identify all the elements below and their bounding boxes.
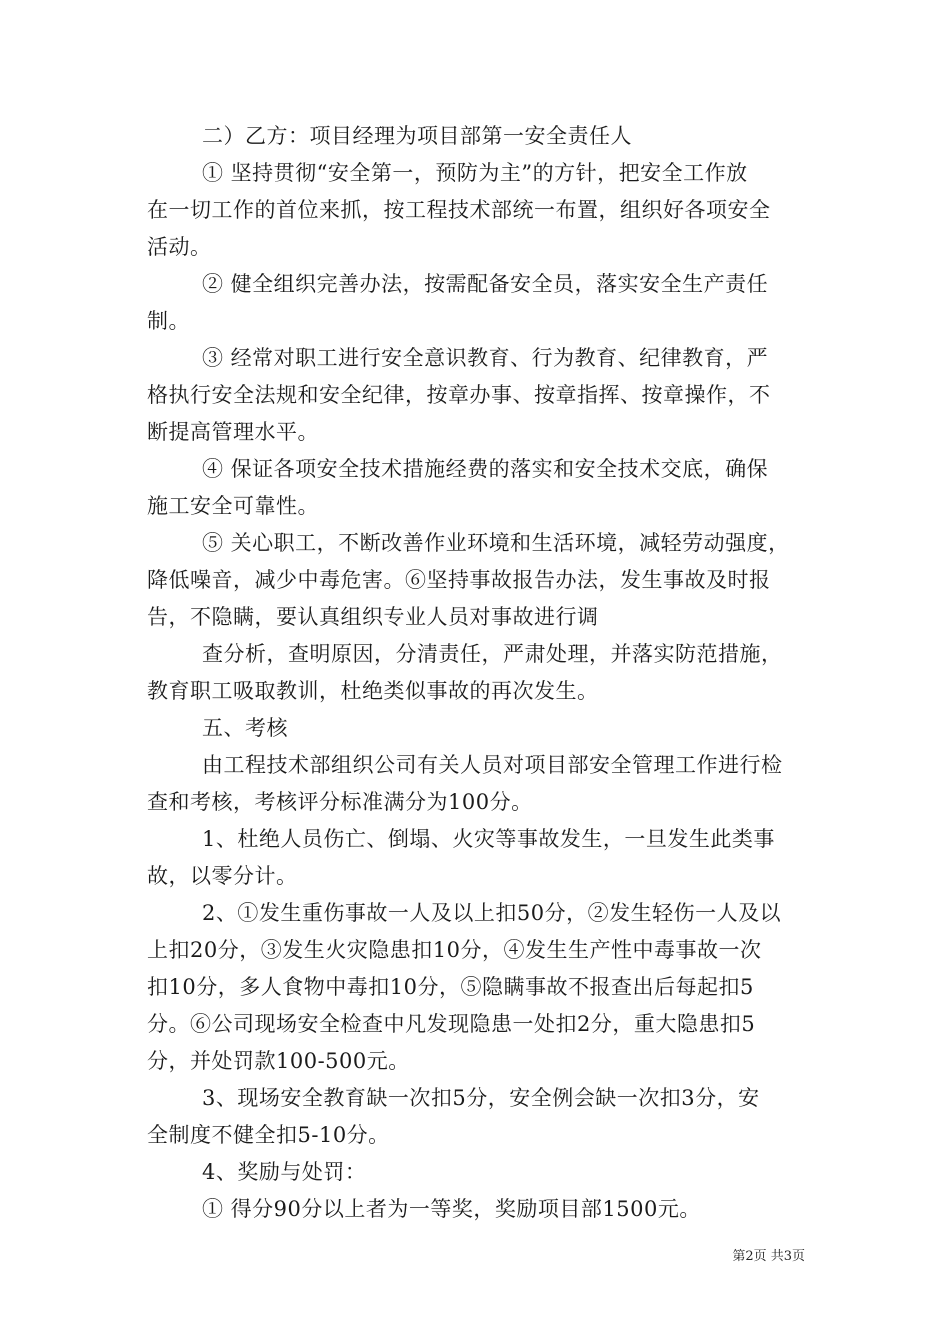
- text-line: ① 得分90分以上者为一等奖，奖励项目部1500元。: [202, 1197, 701, 1221]
- text-line: 分。⑥公司现场安全检查中凡发现隐患一处扣2分，重大隐患扣5: [147, 1012, 756, 1036]
- page-number: 第2页 共3页: [732, 1249, 805, 1264]
- text-line: 制。: [147, 309, 190, 333]
- text-line: ④ 保证各项安全技术措施经费的落实和安全技术交底，确保: [202, 457, 769, 481]
- text-line: 查分析，查明原因，分清责任，严肃处理，并落实防范措施，: [202, 642, 783, 666]
- text-line: 降低噪音，减少中毒危害。⑥坚持事故报告办法，发生事故及时报: [147, 568, 771, 592]
- text-line: 查和考核，考核评分标准满分为100分。: [147, 790, 533, 814]
- text-line: ① 坚持贯彻“安全第一，预防为主”的方针，把安全工作放: [202, 161, 748, 185]
- text-line: 活动。: [147, 235, 212, 259]
- text-line: ③ 经常对职工进行安全意识教育、行为教育、纪律教育，严: [202, 346, 769, 370]
- text-line: 由工程技术部组织公司有关人员对项目部安全管理工作进行检: [202, 753, 783, 777]
- document-body: [147, 118, 807, 1228]
- text-line: ⑤ 关心职工，不断改善作业环境和生活环境，减轻劳动强度，: [202, 531, 790, 555]
- text-line: 3、现场安全教育缺一次扣5分，安全例会缺一次扣3分，安: [202, 1086, 760, 1110]
- text-line: 扣10分，多人食物中毒扣10分，⑤隐瞒事故不报查出后每起扣5: [147, 975, 754, 999]
- text-line: 教育职工吸取教训，杜绝类似事故的再次发生。: [147, 679, 599, 703]
- text-line: 在一切工作的首位来抓，按工程技术部统一布置，组织好各项安全: [147, 198, 771, 222]
- text-line: 故，以零分计。: [147, 864, 298, 888]
- text-line: ② 健全组织完善办法，按需配备安全员，落实安全生产责任: [202, 272, 769, 296]
- text-line: 告，不隐瞒，要认真组织专业人员对事故进行调: [147, 605, 599, 629]
- text-line: 上扣20分，③发生火灾隐患扣10分，④发生生产性中毒事故一次: [147, 938, 762, 962]
- text-line: 4、奖励与处罚：: [202, 1160, 367, 1184]
- text-line: 格执行安全法规和安全纪律，按章办事、按章指挥、按章操作，不: [147, 383, 771, 407]
- text-line: 分，并处罚款100-500元。: [147, 1049, 410, 1073]
- text-line: 全制度不健全扣5-10分。: [147, 1123, 390, 1147]
- text-line: 施工安全可靠性。: [147, 494, 319, 518]
- text-line: 2、①发生重伤事故一人及以上扣50分，②发生轻伤一人及以: [202, 901, 782, 925]
- section-heading: 五、考核: [202, 716, 288, 740]
- text-line: 1、杜绝人员伤亡、倒塌、火灾等事故发生，一旦发生此类事: [202, 827, 775, 851]
- text-line: 断提高管理水平。: [147, 420, 319, 444]
- text-line: 二）乙方：项目经理为项目部第一安全责任人: [202, 124, 632, 148]
